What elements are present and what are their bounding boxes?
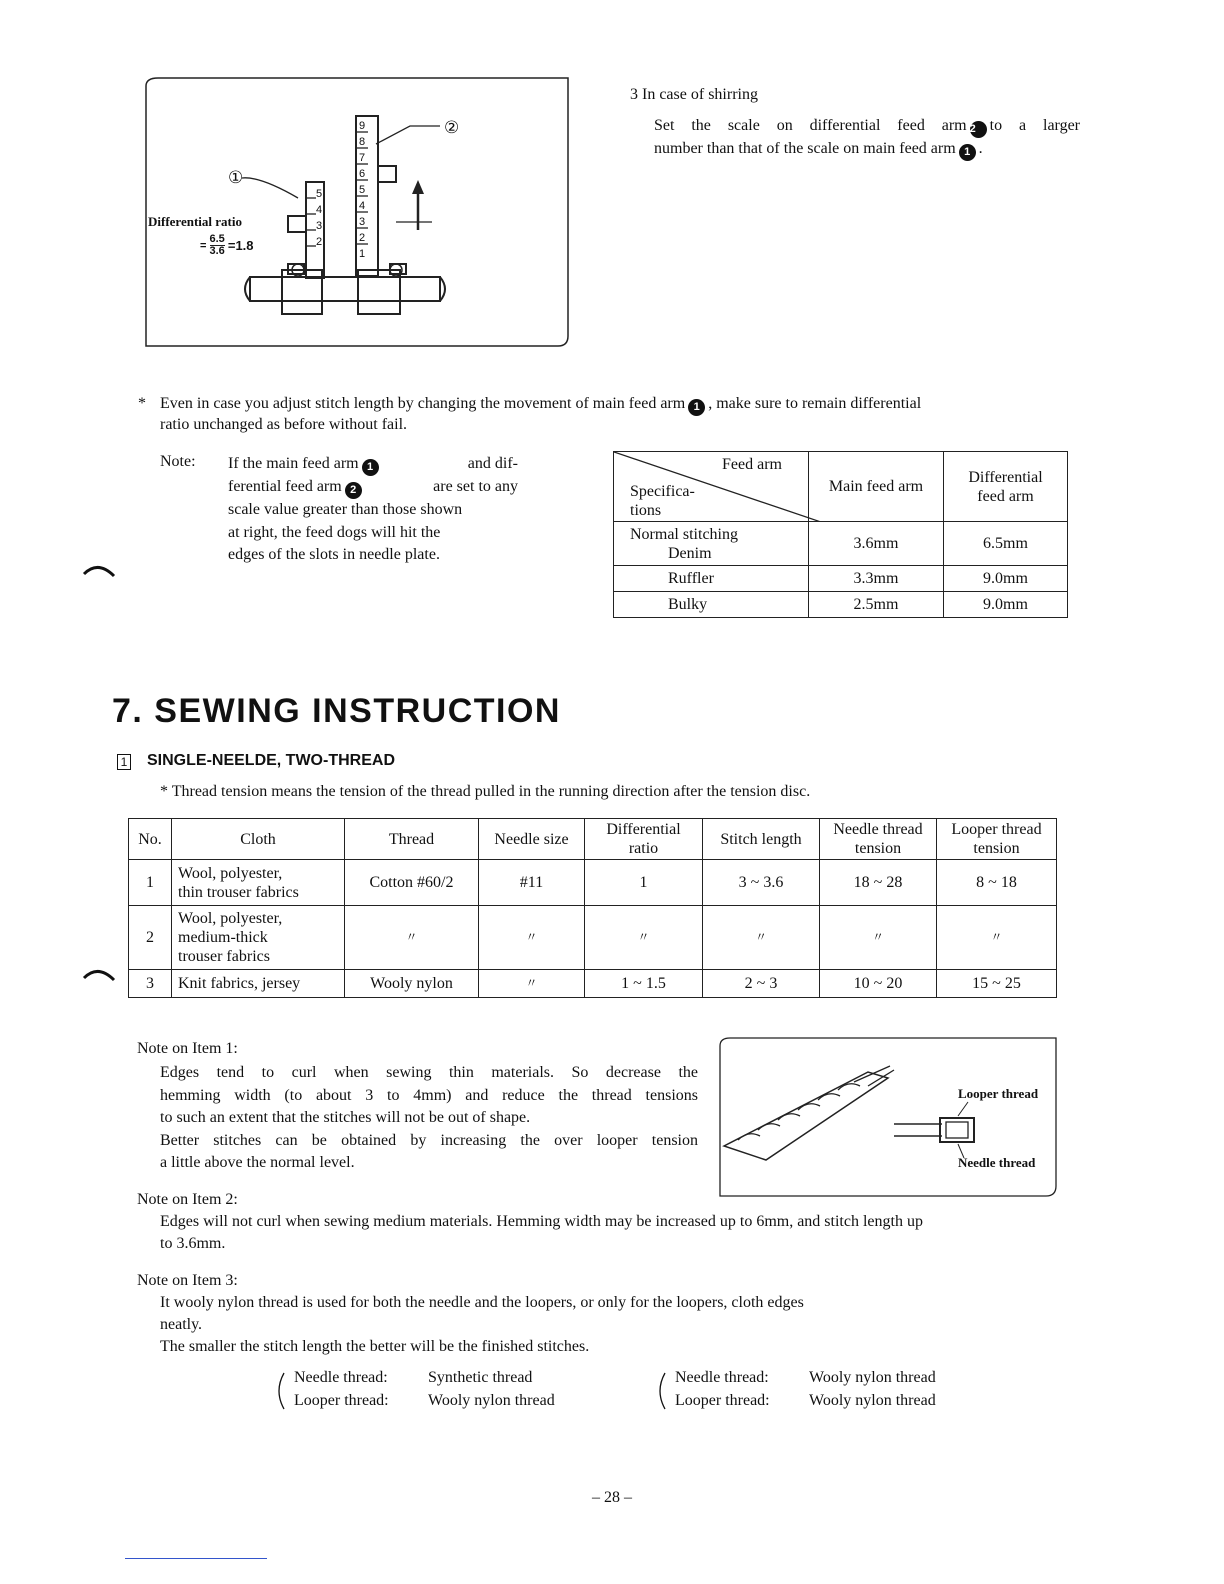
scale-digit: 6 <box>359 168 366 180</box>
note-body: If the main feed arm 1 and dif- ferential feed arm 2 are set to any scale value greater than those shown at right, the feed dogs will hit the edges of the slots in needle plate. <box>228 455 518 563</box>
col-main-feed-arm: Main feed arm <box>809 452 944 522</box>
footer-rule <box>125 1558 267 1559</box>
item3-line-3: The smaller the stitch length the better will be the finished stitches. <box>160 1338 590 1355</box>
scale-digit: 4 <box>359 200 366 212</box>
table-row: 2 Wool, polyester, medium-thick trouser fabrics 〃 〃 〃 〃 〃 〃 <box>129 906 1057 970</box>
thread-combo <box>653 1367 936 1412</box>
differential-ratio-caption: Differential ratio <box>148 214 242 229</box>
callout-2: ② <box>444 118 460 137</box>
shirring-line-1: Set the scale on differential feed arm 2 to a larger <box>654 117 1080 138</box>
ratio-numerator: 6.5 <box>209 233 225 245</box>
col-needle-thread-tension: Needle thread tension <box>820 819 937 860</box>
combo-looper-value: Wooly nylon thread <box>428 1391 555 1409</box>
brace-icon <box>653 1371 667 1411</box>
combo-needle-value: Synthetic thread <box>428 1369 533 1386</box>
subsection-number-box: 1 <box>117 754 131 770</box>
differential-ratio-formula: = $\frac{6.5}{3.6}$ =1.8 <box>200 233 254 257</box>
table-row: 1 Wool, polyester, thin trouser fabrics Cotton #60/2 #11 1 3 ~ 3.6 18 ~ 28 8 ~ 18 <box>129 860 1057 906</box>
combo-looper-label: Looper thread: <box>294 1391 389 1409</box>
corner-bottom-label: Specifica- tions <box>630 483 695 519</box>
table-row: Ruffler 3.3mm 9.0mm <box>614 566 1068 592</box>
adjust-note-line-2: ratio unchanged as before without fail. <box>160 416 408 433</box>
item3-line-2: neatly. <box>160 1316 203 1333</box>
table-row: Bulky 2.5mm 9.0mm <box>614 592 1068 618</box>
shirring-heading: 3 In case of shirring <box>630 86 758 103</box>
item3-heading: Note on Item 3: <box>137 1272 238 1289</box>
scale-digit: 5 <box>316 188 323 200</box>
feed-arm-figure <box>142 74 570 348</box>
scale-digit: 3 <box>359 216 366 228</box>
badge-1-icon: 1 <box>688 399 705 416</box>
sewing-settings-table <box>128 818 1057 998</box>
margin-mark-icon <box>82 966 118 982</box>
badge-1-icon: 1 <box>362 459 379 476</box>
badge-1-icon: 1 <box>959 144 976 161</box>
table-row: Normal stitching Denim 3.6mm 6.5mm <box>614 522 1068 566</box>
callout-1: ① <box>228 168 244 187</box>
col-looper-thread-tension: Looper thread tension <box>937 819 1057 860</box>
combo-looper-value: Wooly nylon thread <box>809 1391 936 1409</box>
corner-top-label: Feed arm <box>722 456 782 473</box>
item3-line-1: It wooly nylon thread is used for both the needle and the loopers, or only for the loopers, cloth edges <box>160 1294 804 1311</box>
col-thread: Thread <box>345 819 479 860</box>
combo-looper-label: Looper thread: <box>675 1391 770 1409</box>
col-differential-feed-arm: Differential feed arm <box>944 452 1068 522</box>
shirring-line-2: number than that of the scale on main feed arm 1 . <box>654 140 983 161</box>
feed-table-corner <box>614 452 809 522</box>
thread-figure <box>718 1036 1058 1198</box>
note-label: Note: <box>160 453 196 470</box>
item2-line-1: Edges will not curl when sewing medium materials. Hemming width may be increased up to 6mm, and stitch length up <box>160 1213 923 1230</box>
scale-digit: 4 <box>316 204 323 216</box>
scale-digit: 1 <box>359 248 366 260</box>
left-scale-digits <box>316 186 322 250</box>
col-stitch-length: Stitch length <box>703 819 820 860</box>
adjust-note-line-1: Even in case you adjust stitch length by changing the movement of main feed arm 1 , make sure to remain differential <box>160 395 921 416</box>
item2-line-2: to 3.6mm. <box>160 1235 226 1252</box>
margin-mark-icon <box>82 562 118 578</box>
item1-body: Edges tend to curl when sewing thin materials. So decrease the hemming width (to about 3 to 4mm) and reduce the thread tensions to such an extent that the stitches will not be out of shape. Better stitches can be obtained by increasing the over looper tension a little above the normal level. <box>160 1064 698 1171</box>
combo-needle-label: Needle thread: <box>294 1369 388 1386</box>
ratio-result: =1.8 <box>227 238 254 253</box>
combo-needle-value: Wooly nylon thread <box>809 1369 936 1386</box>
col-differential-ratio: Differential ratio <box>585 819 703 860</box>
section-title: 7. SEWING INSTRUCTION <box>112 692 561 730</box>
scale-digit: 9 <box>359 120 366 132</box>
combo-needle-label: Needle thread: <box>675 1369 769 1386</box>
scale-digit: 7 <box>359 152 366 164</box>
stitch-illustration <box>718 1036 1058 1198</box>
thread-combo <box>272 1367 555 1412</box>
scale-digit: 2 <box>359 232 366 244</box>
scale-digit: 3 <box>316 220 323 232</box>
brace-icon <box>272 1371 286 1411</box>
right-scale-digits <box>359 118 365 262</box>
looper-thread-label: Looper thread <box>958 1086 1039 1101</box>
col-cloth: Cloth <box>172 819 345 860</box>
item1-heading: Note on Item 1: <box>137 1040 238 1057</box>
col-no: No. <box>129 819 172 860</box>
thread-tension-note: * Thread tension means the tension of the thread pulled in the running direction after the tension disc. <box>160 783 811 800</box>
scale-digit: 2 <box>316 236 323 248</box>
ratio-denominator: 3.6 <box>209 245 225 257</box>
subsection-title: SINGLE-NEELDE, TWO-THREAD <box>147 752 395 769</box>
scale-digit: 5 <box>359 184 366 196</box>
col-needle-size: Needle size <box>479 819 585 860</box>
table-row: 3 Knit fabrics, jersey Wooly nylon 〃 1 ~ 1.5 2 ~ 3 10 ~ 20 15 ~ 25 <box>129 970 1057 998</box>
feed-arm-table <box>613 451 1068 618</box>
badge-2-icon: 2 <box>970 121 987 138</box>
page-number: – 28 – <box>592 1489 632 1506</box>
adjust-note-star: * <box>138 395 146 412</box>
needle-thread-label: Needle thread <box>958 1155 1036 1170</box>
item2-heading: Note on Item 2: <box>137 1191 238 1208</box>
scale-digit: 8 <box>359 136 366 148</box>
badge-2-icon: 2 <box>345 482 362 499</box>
feed-arm-illustration <box>142 74 570 348</box>
